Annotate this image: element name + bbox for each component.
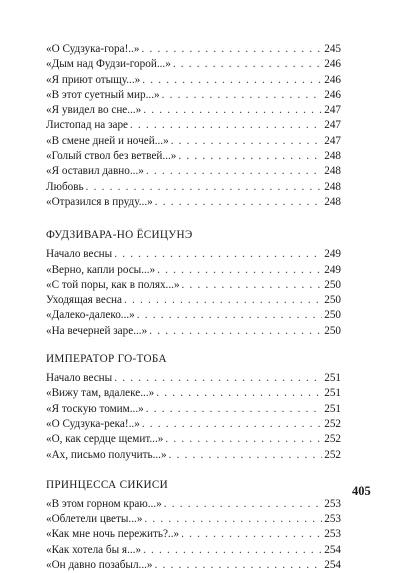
entry-page: 247 (324, 134, 341, 147)
toc-entry[interactable] (46, 371, 341, 386)
entry-title: «О Судзука-река!..» (46, 417, 140, 430)
entry-title: Уходящая весна (46, 294, 122, 307)
dot-leader (156, 386, 322, 401)
dot-leader (171, 134, 323, 149)
entry-title: «Отразился в пруду...» (46, 195, 153, 208)
entry-title: «Как хотела бы я...» (46, 543, 142, 556)
entry-page: 250 (324, 309, 341, 322)
toc-entry[interactable] (46, 417, 341, 432)
toc-entry[interactable] (46, 149, 341, 164)
toc-entry[interactable] (46, 558, 341, 573)
dot-leader (146, 164, 322, 179)
entry-page: 251 (324, 402, 341, 415)
entry-title: «С той поры, как в полях...» (46, 278, 180, 291)
dot-leader (155, 558, 323, 573)
toc-entry[interactable] (46, 103, 341, 118)
dot-leader (144, 512, 322, 527)
entry-title: «В этом горном краю...» (46, 497, 162, 510)
entry-title: «Я оставил давно...» (46, 165, 144, 178)
entry-title: «Я увидел во сне...» (46, 104, 142, 117)
dot-leader (124, 293, 322, 308)
toc-entry[interactable] (46, 180, 341, 195)
toc-entry[interactable] (46, 324, 341, 339)
toc-entry[interactable] (46, 164, 341, 179)
entry-page: 245 (324, 43, 341, 55)
entry-title: Любовь (46, 180, 84, 193)
dot-leader (178, 149, 322, 164)
toc-section (46, 477, 341, 573)
entry-title: «Дым над Фудзи-горой...» (46, 58, 171, 71)
dot-leader (143, 543, 322, 558)
entry-title: «Я приют отыщу...» (46, 73, 141, 86)
toc-entry[interactable] (46, 118, 341, 133)
entry-page: 254 (324, 559, 341, 572)
entry-title: «Я тоскую томим...» (46, 402, 144, 415)
toc-entry[interactable] (46, 432, 341, 447)
entry-page: 250 (324, 278, 341, 291)
entry-page: 247 (324, 104, 341, 117)
entry-title: Начало весны (46, 372, 113, 385)
entry-page: 251 (324, 387, 341, 400)
entry-title: «Ах, письмо получить...» (46, 448, 167, 461)
entry-page: 250 (324, 294, 341, 307)
entry-title: «О, как сердце щемит...» (46, 433, 164, 446)
dot-leader (162, 88, 323, 103)
toc-entry[interactable] (46, 402, 341, 417)
entry-page: 252 (324, 417, 341, 430)
dot-leader (169, 448, 323, 463)
dot-leader (114, 371, 322, 386)
toc-entry[interactable] (46, 308, 341, 323)
entry-title: «Он давно позабыл...» (46, 559, 153, 572)
toc-section (46, 227, 341, 339)
dot-leader (164, 497, 322, 512)
dot-leader (142, 73, 322, 88)
entry-page: 250 (324, 324, 341, 337)
page-number: 405 (352, 484, 371, 498)
dot-leader (173, 57, 322, 72)
dot-leader (146, 402, 323, 417)
toc-entry[interactable] (46, 88, 341, 103)
entry-title: «Далеко-далеко...» (46, 309, 135, 322)
toc-entry[interactable] (46, 195, 341, 210)
toc-entry[interactable] (46, 42, 341, 57)
toc-section (46, 42, 341, 210)
toc-entry[interactable] (46, 73, 341, 88)
entry-title: Листопад на заре (46, 119, 129, 132)
entry-page: 248 (324, 195, 341, 208)
entry-page: 246 (324, 58, 341, 71)
entry-title: «О Судзука-гора!..» (46, 43, 140, 55)
dot-leader (130, 118, 322, 133)
entry-title: «Вижу там, вдалеке...» (46, 387, 155, 400)
entry-title: «В этот суетный мир...» (46, 88, 160, 101)
entry-page: 249 (324, 263, 341, 276)
entry-page: 253 (324, 513, 341, 526)
dot-leader (182, 278, 323, 293)
section-title: ПРИНЦЕССА СИКИСИ (46, 478, 169, 491)
toc-entry[interactable] (46, 448, 341, 463)
dot-leader (114, 247, 322, 262)
entry-title: «Облетели цветы...» (46, 513, 143, 526)
dot-leader (155, 195, 323, 210)
toc-entry[interactable] (46, 57, 341, 72)
entry-page: 247 (324, 119, 341, 132)
entry-page: 246 (324, 73, 341, 86)
dot-leader (149, 324, 322, 339)
entry-title: «Как мне ночь пережить?..» (46, 528, 180, 541)
dot-leader (142, 417, 322, 432)
section-title: ФУДЗИВАРА-НО ЁСИЦУНЭ (46, 229, 193, 242)
entry-page: 248 (324, 150, 341, 163)
toc-entry[interactable] (46, 247, 341, 262)
dot-leader (181, 527, 322, 542)
toc-entry[interactable] (46, 134, 341, 149)
entry-title: «Голый ствол без ветвей...» (46, 150, 177, 163)
dot-leader (143, 103, 322, 118)
toc-entry[interactable] (46, 527, 341, 542)
entry-page: 252 (324, 448, 341, 461)
entry-page: 253 (324, 497, 341, 510)
dot-leader (165, 432, 322, 447)
table-of-contents (46, 42, 341, 573)
entry-title: «Верно, капли росы...» (46, 263, 156, 276)
entry-page: 248 (324, 165, 341, 178)
toc-entry[interactable] (46, 293, 341, 308)
entry-page: 254 (324, 543, 341, 556)
entry-page: 248 (324, 180, 341, 193)
toc-entry[interactable] (46, 386, 341, 401)
dot-leader (86, 180, 323, 195)
entry-title: «В смене дней и ночей...» (46, 134, 169, 147)
entry-title: Начало весны (46, 248, 113, 261)
entry-page: 251 (324, 372, 341, 385)
toc-entry[interactable] (46, 512, 341, 527)
entry-page: 253 (324, 528, 341, 541)
toc-section (46, 351, 341, 463)
entry-page: 252 (324, 433, 341, 446)
section-title: ИМПЕРАТОР ГО-ТОБА (46, 353, 167, 366)
dot-leader (137, 308, 322, 323)
dot-leader (141, 42, 322, 57)
dot-leader (157, 263, 322, 278)
toc-entry[interactable] (46, 278, 341, 293)
toc-entry[interactable] (46, 497, 341, 512)
entry-title: «На вечерней заре...» (46, 324, 148, 337)
toc-entry[interactable] (46, 263, 341, 278)
entry-page: 246 (324, 88, 341, 101)
entry-page: 249 (324, 248, 341, 261)
toc-entry[interactable] (46, 543, 341, 558)
